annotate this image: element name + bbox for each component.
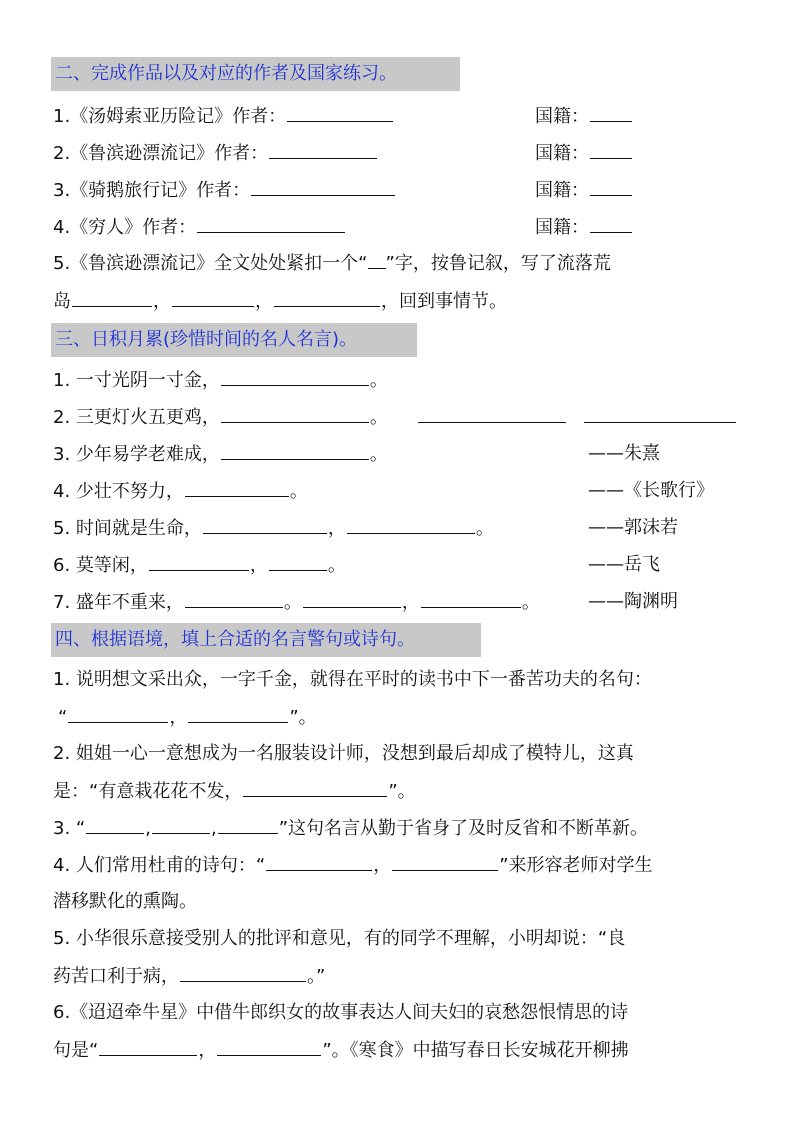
answer-blank[interactable] [203, 515, 327, 534]
s2-nation-2: 国籍： [535, 140, 633, 167]
s4-question-5-line-1: 5. 小华很乐意接受别人的批评和意见，有的同学不理解，小明却说：“良 [53, 928, 626, 949]
answer-blank[interactable] [221, 404, 369, 423]
answer-blank[interactable] [152, 815, 210, 834]
answer-blank[interactable] [269, 552, 327, 571]
s4-question-3: 3. “ , , ”这句名言从勤于省身了及时反省和不断革新。 [53, 815, 648, 841]
s4-question-2-line-2: 是：“有意栽花花不发， ”。 [53, 778, 416, 804]
s3-item-3: 3. 少年易学老难成， 。 [53, 441, 388, 467]
answer-blank[interactable] [287, 103, 393, 122]
s2-item-3: 3.《骑鹅旅行记》作者： [53, 177, 396, 203]
s2-item-4: 4.《穷人》作者： [53, 214, 346, 240]
answer-blank[interactable] [274, 288, 380, 307]
s2-question-5-line-2: 岛 ， ， ，回到事情节。 [53, 288, 507, 314]
answer-blank[interactable] [68, 704, 168, 723]
answer-blank[interactable] [392, 852, 498, 871]
answer-blank[interactable] [149, 552, 249, 571]
answer-blank[interactable] [99, 1037, 197, 1056]
s4-question-5-line-2: 药苦口利于病， 。” [53, 963, 325, 989]
answer-blank[interactable] [217, 1037, 321, 1056]
s2-item-2: 2.《鲁滨逊漂流记》作者： [53, 140, 378, 166]
s4-question-6-line-1: 6.《迢迢牵牛星》中借牛郎织女的故事表达人间夫妇的哀愁怨恨情思的诗 [53, 1002, 629, 1023]
answer-blank[interactable] [185, 589, 283, 608]
s2-question-5-line-1: 5.《鲁滨逊漂流记》全文处处紧扣一个“ ”字，按鲁记叙，写了流落荒 [53, 253, 611, 274]
answer-blank[interactable] [251, 177, 395, 196]
answer-blank[interactable] [269, 140, 377, 159]
answer-blank[interactable] [590, 103, 632, 122]
answer-blank[interactable] [243, 778, 387, 797]
answer-blank[interactable] [368, 252, 386, 269]
s3-source-6: ——岳飞 [588, 554, 660, 575]
s3-source-3: ——朱熹 [588, 443, 660, 464]
answer-blank[interactable] [266, 852, 372, 871]
s2-nation-3: 国籍： [535, 177, 633, 204]
answer-blank[interactable] [590, 214, 632, 233]
answer-blank[interactable] [590, 177, 632, 196]
answer-blank[interactable] [584, 404, 736, 423]
s3-source-4: ——《长歌行》 [588, 480, 714, 501]
s4-question-1-line-2: “ ， ”。 [58, 704, 317, 730]
answer-blank[interactable] [421, 589, 521, 608]
s3-item-6: 6. 莫等闲， ， 。 [53, 552, 346, 578]
answer-blank[interactable] [221, 441, 369, 460]
section-2-title: 二、完成作品以及对应的作者及国家练习。 [51, 57, 460, 91]
s2-item-1: 1.《汤姆索亚历险记》作者： [53, 103, 394, 129]
answer-blank[interactable] [590, 140, 632, 159]
answer-blank[interactable] [172, 288, 254, 307]
s3-item-7: 7. 盛年不重来， 。 ， 。 [53, 589, 540, 615]
answer-blank[interactable] [347, 515, 475, 534]
answer-blank[interactable] [185, 478, 289, 497]
s3-item-5: 5. 时间就是生命， ， 。 [53, 515, 494, 541]
answer-blank[interactable] [188, 704, 288, 723]
section-4-title: 四、根据语境，填上合适的名言警句或诗句。 [51, 623, 481, 657]
s2-nation-1: 国籍： [535, 103, 633, 130]
section-3-title: 三、日积月累(珍惜时间的名人名言)。 [51, 323, 417, 357]
s3-source-7: ——陶渊明 [588, 591, 678, 612]
s4-question-4-line-2: 潜移默化的熏陶。 [53, 891, 197, 912]
answer-blank[interactable] [86, 815, 144, 834]
s3-item-1: 1. 一寸光阴一寸金， 。 [53, 367, 388, 393]
s4-question-6-line-2: 句是“ ， ”。《寒食》中描写春日长安城花开柳拂 [53, 1037, 629, 1063]
answer-blank[interactable] [418, 404, 566, 423]
s3-item-2-extra-blanks [417, 404, 737, 431]
answer-blank[interactable] [303, 589, 401, 608]
s4-question-1-line-1: 1. 说明想文采出众，一字千金，就得在平时的读书中下一番苦功夫的名句： [53, 669, 652, 690]
s4-question-4-line-1: 4. 人们常用杜甫的诗句：“ ， ”来形容老师对学生 [53, 852, 653, 878]
s3-item-4: 4. 少壮不努力， 。 [53, 478, 308, 504]
answer-blank[interactable] [72, 288, 152, 307]
s2-nation-4: 国籍： [535, 214, 633, 241]
s4-question-2-line-1: 2. 姐姐一心一意想成为一名服装设计师，没想到最后却成了模特儿，这真 [53, 743, 634, 764]
s3-source-5: ——郭沫若 [588, 517, 678, 538]
answer-blank[interactable] [197, 214, 345, 233]
answer-blank[interactable] [221, 367, 369, 386]
answer-blank[interactable] [180, 963, 306, 982]
answer-blank[interactable] [218, 815, 278, 834]
s3-item-2: 2. 三更灯火五更鸡， 。 [53, 404, 388, 430]
